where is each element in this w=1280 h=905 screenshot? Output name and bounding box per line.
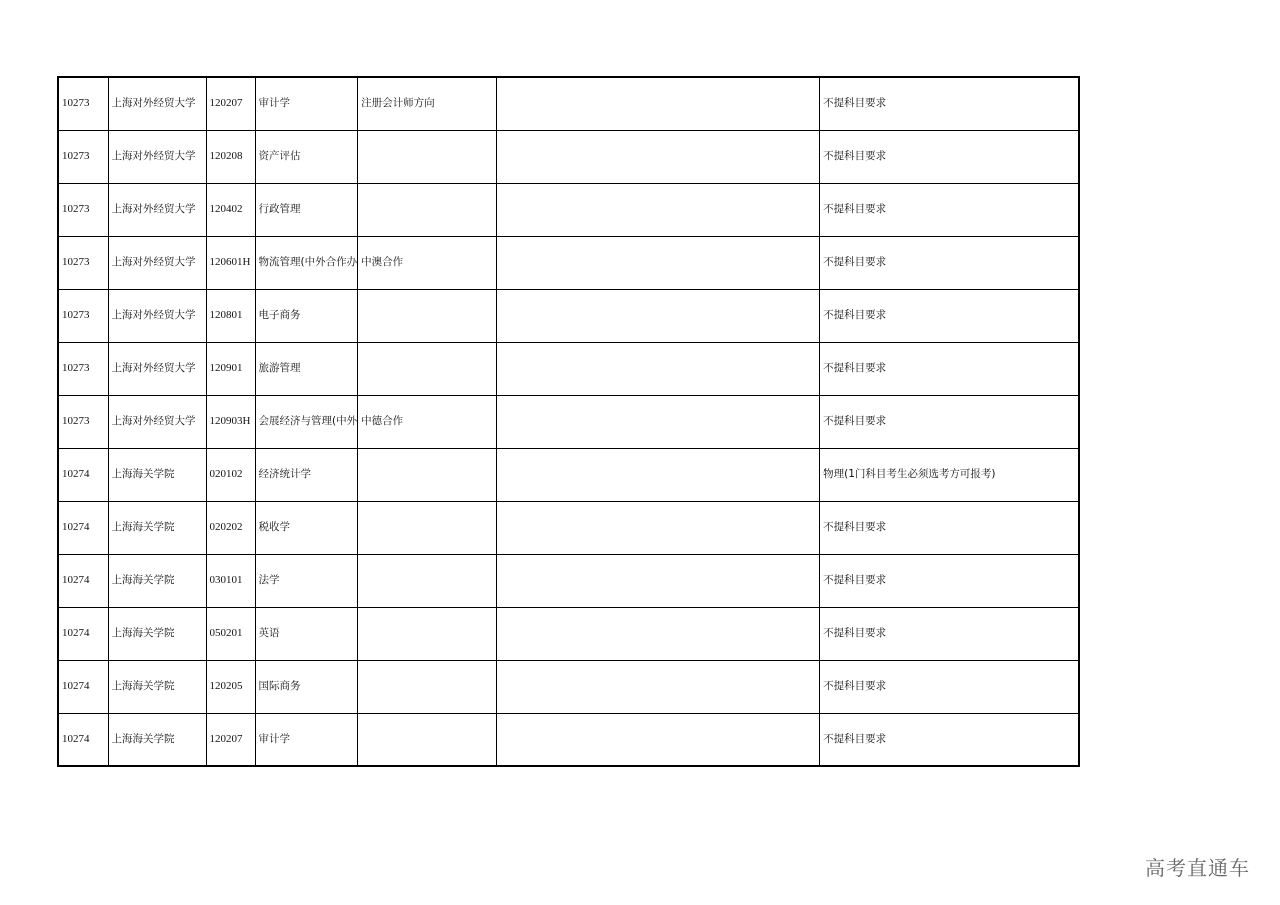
major-requirements-table: [57, 76, 1080, 767]
table-row: [58, 183, 1079, 236]
school-code-cell: 10274: [58, 501, 108, 554]
note-cell: [497, 236, 820, 289]
major-code-cell: 120402: [206, 183, 255, 236]
subject-requirement-cell: 不提科目要求: [820, 501, 1079, 554]
school-code-cell: 10273: [58, 236, 108, 289]
school-code-cell: 10274: [58, 448, 108, 501]
table-row: [58, 554, 1079, 607]
school-name-cell: 上海海关学院: [108, 713, 206, 766]
direction-cell: [358, 183, 497, 236]
subject-requirement-cell: 不提科目要求: [820, 289, 1079, 342]
major-code-cell: 120903H: [206, 395, 255, 448]
subject-requirement-cell: 不提科目要求: [820, 660, 1079, 713]
major-name-cell: 国际商务: [255, 660, 358, 713]
direction-cell: 中澳合作: [358, 236, 497, 289]
major-name-cell: 审计学: [255, 77, 358, 130]
table-row: [58, 342, 1079, 395]
direction-cell: [358, 501, 497, 554]
major-name-cell: 旅游管理: [255, 342, 358, 395]
major-name-cell: 电子商务: [255, 289, 358, 342]
major-name-cell: 行政管理: [255, 183, 358, 236]
table-row: [58, 77, 1079, 130]
direction-cell: [358, 342, 497, 395]
school-name-cell: 上海海关学院: [108, 554, 206, 607]
subject-requirement-cell: 不提科目要求: [820, 607, 1079, 660]
school-code-cell: 10273: [58, 183, 108, 236]
school-code-cell: 10274: [58, 713, 108, 766]
note-cell: [497, 607, 820, 660]
note-cell: [497, 448, 820, 501]
major-name-cell: 法学: [255, 554, 358, 607]
subject-requirement-cell: 物理(1门科目考生必须选考方可报考): [820, 448, 1079, 501]
table-row: [58, 607, 1079, 660]
major-name-cell: 物流管理(中外合作办: [255, 236, 358, 289]
direction-cell: 中德合作: [358, 395, 497, 448]
direction-cell: [358, 660, 497, 713]
table-row: [58, 130, 1079, 183]
subject-requirement-cell: 不提科目要求: [820, 236, 1079, 289]
school-name-cell: 上海对外经贸大学: [108, 77, 206, 130]
table-row: [58, 713, 1079, 766]
school-code-cell: 10273: [58, 289, 108, 342]
major-code-cell: 120207: [206, 713, 255, 766]
major-name-cell: 经济统计学: [255, 448, 358, 501]
direction-cell: 注册会计师方向: [358, 77, 497, 130]
note-cell: [497, 713, 820, 766]
school-name-cell: 上海对外经贸大学: [108, 183, 206, 236]
major-name-cell: 资产评估: [255, 130, 358, 183]
subject-requirement-cell: 不提科目要求: [820, 183, 1079, 236]
note-cell: [497, 289, 820, 342]
note-cell: [497, 130, 820, 183]
note-cell: [497, 395, 820, 448]
major-code-cell: 030101: [206, 554, 255, 607]
school-name-cell: 上海对外经贸大学: [108, 130, 206, 183]
school-name-cell: 上海对外经贸大学: [108, 342, 206, 395]
table-row: [58, 236, 1079, 289]
school-code-cell: 10274: [58, 660, 108, 713]
table-body: [58, 77, 1079, 766]
major-name-cell: 会展经济与管理(中外: [255, 395, 358, 448]
watermark: 高考直通车: [1145, 856, 1250, 880]
school-code-cell: 10274: [58, 554, 108, 607]
table-row: [58, 289, 1079, 342]
major-code-cell: 020202: [206, 501, 255, 554]
table-row: [58, 660, 1079, 713]
note-cell: [497, 342, 820, 395]
major-code-cell: 050201: [206, 607, 255, 660]
subject-requirement-cell: 不提科目要求: [820, 130, 1079, 183]
direction-cell: [358, 289, 497, 342]
note-cell: [497, 77, 820, 130]
subject-requirement-cell: 不提科目要求: [820, 713, 1079, 766]
subject-requirement-cell: 不提科目要求: [820, 77, 1079, 130]
school-name-cell: 上海对外经贸大学: [108, 395, 206, 448]
major-code-cell: 020102: [206, 448, 255, 501]
major-name-cell: 英语: [255, 607, 358, 660]
direction-cell: [358, 554, 497, 607]
school-name-cell: 上海海关学院: [108, 448, 206, 501]
direction-cell: [358, 607, 497, 660]
subject-requirement-cell: 不提科目要求: [820, 342, 1079, 395]
school-code-cell: 10273: [58, 342, 108, 395]
table-row: [58, 501, 1079, 554]
major-code-cell: 120801: [206, 289, 255, 342]
school-name-cell: 上海海关学院: [108, 501, 206, 554]
school-name-cell: 上海海关学院: [108, 660, 206, 713]
note-cell: [497, 183, 820, 236]
subject-requirement-cell: 不提科目要求: [820, 395, 1079, 448]
major-code-cell: 120901: [206, 342, 255, 395]
school-name-cell: 上海对外经贸大学: [108, 289, 206, 342]
school-code-cell: 10273: [58, 77, 108, 130]
note-cell: [497, 554, 820, 607]
school-code-cell: 10273: [58, 395, 108, 448]
major-code-cell: 120601H: [206, 236, 255, 289]
direction-cell: [358, 130, 497, 183]
note-cell: [497, 501, 820, 554]
table-row: [58, 448, 1079, 501]
table-row: [58, 395, 1079, 448]
school-code-cell: 10274: [58, 607, 108, 660]
major-code-cell: 120208: [206, 130, 255, 183]
major-code-cell: 120207: [206, 77, 255, 130]
school-code-cell: 10273: [58, 130, 108, 183]
direction-cell: [358, 448, 497, 501]
direction-cell: [358, 713, 497, 766]
major-name-cell: 税收学: [255, 501, 358, 554]
major-code-cell: 120205: [206, 660, 255, 713]
subject-requirement-cell: 不提科目要求: [820, 554, 1079, 607]
major-name-cell: 审计学: [255, 713, 358, 766]
school-name-cell: 上海海关学院: [108, 607, 206, 660]
note-cell: [497, 660, 820, 713]
school-name-cell: 上海对外经贸大学: [108, 236, 206, 289]
